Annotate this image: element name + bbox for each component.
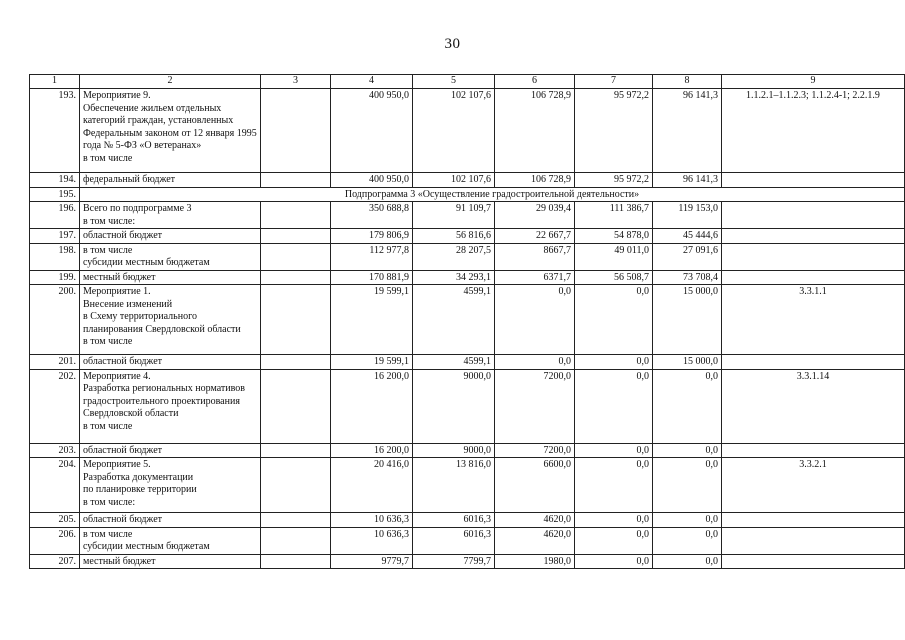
- row-number-cell: 205.: [30, 513, 80, 528]
- year-amount-cell: 45 444,6: [653, 229, 722, 244]
- target-code-cell: [722, 243, 905, 270]
- year-amount-cell: 22 667,7: [495, 229, 575, 244]
- column-3-cell: [261, 443, 331, 458]
- year-amount-cell: 9000,0: [413, 443, 495, 458]
- year-amount-cell: 34 293,1: [413, 270, 495, 285]
- year-amount-cell: 6371,7: [495, 270, 575, 285]
- page-number: 30: [444, 36, 461, 52]
- year-amount-cell: 0,0: [653, 458, 722, 513]
- year-amount-cell: 95 972,2: [575, 89, 653, 173]
- column-header: 6: [495, 75, 575, 89]
- column-3-cell: [261, 243, 331, 270]
- item-name-cell: местный бюджет: [80, 554, 261, 569]
- item-name-cell: областной бюджет: [80, 229, 261, 244]
- table-header-row: [30, 75, 905, 89]
- year-amount-cell: 13 816,0: [413, 458, 495, 513]
- year-amount-cell: 111 386,7: [575, 202, 653, 229]
- item-name-cell: Мероприятие 5. Разработка документации по планировке территории в том числе:: [80, 458, 261, 513]
- item-name-cell: федеральный бюджет: [80, 173, 261, 188]
- table-row: [30, 229, 905, 244]
- table-row: [30, 527, 905, 554]
- year-amount-cell: 0,0: [653, 443, 722, 458]
- row-number-cell: 199.: [30, 270, 80, 285]
- column-3-cell: [261, 173, 331, 188]
- item-name-cell: областной бюджет: [80, 513, 261, 528]
- year-amount-cell: 0,0: [653, 554, 722, 569]
- column-header: 3: [261, 75, 331, 89]
- year-amount-cell: 0,0: [575, 285, 653, 355]
- target-code-cell: [722, 527, 905, 554]
- total-amount-cell: 10 636,3: [331, 527, 413, 554]
- column-header: 7: [575, 75, 653, 89]
- target-code-cell: [722, 443, 905, 458]
- column-header: 8: [653, 75, 722, 89]
- year-amount-cell: 7799,7: [413, 554, 495, 569]
- year-amount-cell: 27 091,6: [653, 243, 722, 270]
- column-3-cell: [261, 229, 331, 244]
- row-number-cell: 195.: [30, 187, 80, 202]
- year-amount-cell: 0,0: [653, 513, 722, 528]
- year-amount-cell: 0,0: [575, 369, 653, 443]
- table-row: [30, 270, 905, 285]
- column-header: 2: [80, 75, 261, 89]
- year-amount-cell: 28 207,5: [413, 243, 495, 270]
- row-number-cell: 198.: [30, 243, 80, 270]
- year-amount-cell: 106 728,9: [495, 173, 575, 188]
- column-3-cell: [261, 285, 331, 355]
- target-code-cell: [722, 513, 905, 528]
- item-name-cell: Мероприятие 4. Разработка региональных нормативов градостроительного проектирования Свердловской области в том числе: [80, 369, 261, 443]
- year-amount-cell: 0,0: [653, 527, 722, 554]
- year-amount-cell: 119 153,0: [653, 202, 722, 229]
- target-code-cell: [722, 229, 905, 244]
- total-amount-cell: 19 599,1: [331, 285, 413, 355]
- row-number-cell: 204.: [30, 458, 80, 513]
- target-code-cell: 3.3.2.1: [722, 458, 905, 513]
- row-number-cell: 193.: [30, 89, 80, 173]
- row-number-cell: 200.: [30, 285, 80, 355]
- table-row: [30, 443, 905, 458]
- column-header: 4: [331, 75, 413, 89]
- subprogram-title-cell: Подпрограмма 3 «Осуществление градостроительной деятельности»: [80, 187, 905, 202]
- year-amount-cell: 0,0: [575, 513, 653, 528]
- item-name-cell: Мероприятие 1. Внесение изменений в Схему территориального планирования Свердловской области в том числе: [80, 285, 261, 355]
- column-3-cell: [261, 458, 331, 513]
- year-amount-cell: 102 107,6: [413, 89, 495, 173]
- item-name-cell: местный бюджет: [80, 270, 261, 285]
- year-amount-cell: 9000,0: [413, 369, 495, 443]
- year-amount-cell: 0,0: [653, 369, 722, 443]
- column-3-cell: [261, 202, 331, 229]
- total-amount-cell: 10 636,3: [331, 513, 413, 528]
- target-code-cell: [722, 202, 905, 229]
- table-row: [30, 369, 905, 443]
- year-amount-cell: 7200,0: [495, 443, 575, 458]
- item-name-cell: в том числе субсидии местным бюджетам: [80, 527, 261, 554]
- table-row: [30, 513, 905, 528]
- total-amount-cell: 16 200,0: [331, 369, 413, 443]
- row-number-cell: 202.: [30, 369, 80, 443]
- item-name-cell: в том числе субсидии местным бюджетам: [80, 243, 261, 270]
- table-row: [30, 187, 905, 202]
- year-amount-cell: 102 107,6: [413, 173, 495, 188]
- total-amount-cell: 112 977,8: [331, 243, 413, 270]
- table-row: [30, 458, 905, 513]
- target-code-cell: [722, 554, 905, 569]
- year-amount-cell: 4599,1: [413, 285, 495, 355]
- table-row: [30, 243, 905, 270]
- year-amount-cell: 49 011,0: [575, 243, 653, 270]
- year-amount-cell: 8667,7: [495, 243, 575, 270]
- row-number-cell: 203.: [30, 443, 80, 458]
- year-amount-cell: 96 141,3: [653, 173, 722, 188]
- year-amount-cell: 56 816,6: [413, 229, 495, 244]
- total-amount-cell: 19 599,1: [331, 355, 413, 370]
- column-3-cell: [261, 89, 331, 173]
- row-number-cell: 197.: [30, 229, 80, 244]
- target-code-cell: [722, 355, 905, 370]
- row-number-cell: 206.: [30, 527, 80, 554]
- column-3-cell: [261, 270, 331, 285]
- budget-table: [29, 74, 905, 569]
- row-number-cell: 194.: [30, 173, 80, 188]
- year-amount-cell: 7200,0: [495, 369, 575, 443]
- year-amount-cell: 4620,0: [495, 527, 575, 554]
- column-header: 9: [722, 75, 905, 89]
- year-amount-cell: 106 728,9: [495, 89, 575, 173]
- year-amount-cell: 29 039,4: [495, 202, 575, 229]
- year-amount-cell: 0,0: [495, 355, 575, 370]
- year-amount-cell: 6600,0: [495, 458, 575, 513]
- table-row: [30, 173, 905, 188]
- year-amount-cell: 0,0: [575, 458, 653, 513]
- year-amount-cell: 0,0: [495, 285, 575, 355]
- year-amount-cell: 6016,3: [413, 527, 495, 554]
- year-amount-cell: 54 878,0: [575, 229, 653, 244]
- total-amount-cell: 400 950,0: [331, 173, 413, 188]
- year-amount-cell: 0,0: [575, 554, 653, 569]
- year-amount-cell: 1980,0: [495, 554, 575, 569]
- year-amount-cell: 6016,3: [413, 513, 495, 528]
- row-number-cell: 196.: [30, 202, 80, 229]
- item-name-cell: Всего по подпрограмме 3 в том числе:: [80, 202, 261, 229]
- year-amount-cell: 4620,0: [495, 513, 575, 528]
- column-header: 5: [413, 75, 495, 89]
- total-amount-cell: 16 200,0: [331, 443, 413, 458]
- table-row: [30, 89, 905, 173]
- row-number-cell: 201.: [30, 355, 80, 370]
- row-number-cell: 207.: [30, 554, 80, 569]
- item-name-cell: областной бюджет: [80, 443, 261, 458]
- table-row: [30, 202, 905, 229]
- column-3-cell: [261, 554, 331, 569]
- year-amount-cell: 91 109,7: [413, 202, 495, 229]
- total-amount-cell: 350 688,8: [331, 202, 413, 229]
- table-body: [30, 89, 905, 569]
- year-amount-cell: 73 708,4: [653, 270, 722, 285]
- column-3-cell: [261, 355, 331, 370]
- column-3-cell: [261, 527, 331, 554]
- total-amount-cell: 400 950,0: [331, 89, 413, 173]
- year-amount-cell: 0,0: [575, 443, 653, 458]
- target-code-cell: 3.3.1.1: [722, 285, 905, 355]
- table-row: [30, 554, 905, 569]
- year-amount-cell: 15 000,0: [653, 355, 722, 370]
- target-code-cell: [722, 270, 905, 285]
- year-amount-cell: 96 141,3: [653, 89, 722, 173]
- year-amount-cell: 95 972,2: [575, 173, 653, 188]
- item-name-cell: Мероприятие 9. Обеспечение жильем отдельных категорий граждан, установленных Федеральным законом от 12 января 1995 года № 5-ФЗ «О ветеранах» в том числе: [80, 89, 261, 173]
- item-name-cell: областной бюджет: [80, 355, 261, 370]
- target-code-cell: 1.1.2.1–1.1.2.3; 1.1.2.4-1; 2.2.1.9: [722, 89, 905, 173]
- column-3-cell: [261, 369, 331, 443]
- year-amount-cell: 15 000,0: [653, 285, 722, 355]
- target-code-cell: [722, 173, 905, 188]
- total-amount-cell: 170 881,9: [331, 270, 413, 285]
- table-row: [30, 355, 905, 370]
- year-amount-cell: 0,0: [575, 355, 653, 370]
- column-header: 1: [30, 75, 80, 89]
- year-amount-cell: 4599,1: [413, 355, 495, 370]
- total-amount-cell: 9779,7: [331, 554, 413, 569]
- table-row: [30, 285, 905, 355]
- year-amount-cell: 56 508,7: [575, 270, 653, 285]
- year-amount-cell: 0,0: [575, 527, 653, 554]
- total-amount-cell: 179 806,9: [331, 229, 413, 244]
- target-code-cell: 3.3.1.14: [722, 369, 905, 443]
- column-3-cell: [261, 513, 331, 528]
- total-amount-cell: 20 416,0: [331, 458, 413, 513]
